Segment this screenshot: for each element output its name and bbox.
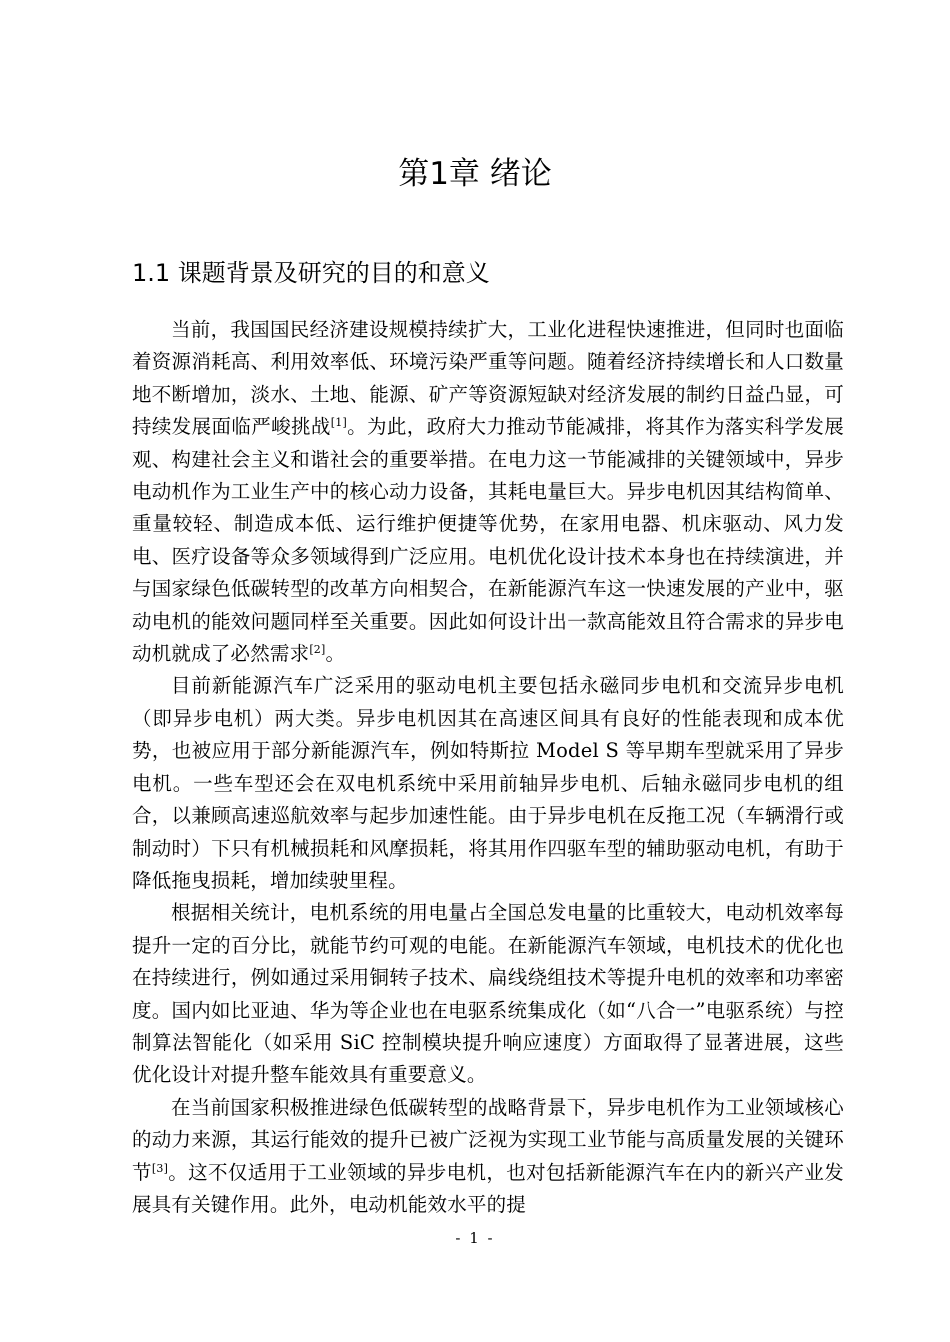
- paragraph: [132, 314, 844, 670]
- paragraph: [132, 1092, 844, 1222]
- paragraph-text: 在当前国家积极推进绿色低碳转型的战略背景下，异步电机作为工业领域核心的动力来源，其运行能效的提升已被广泛视为实现工业节能与高质量发展的关键环节: [132, 1095, 844, 1184]
- paragraph-text: 。这不仅适用于工业领域的异步电机，也对包括新能源汽车在内的新兴产业发展具有关键作用。此外，电动机能效水平的提: [132, 1160, 844, 1216]
- paragraph-text: 当前，我国国民经济建设规模持续扩大，工业化进程快速推进，但同时也面临着资源消耗高、利用效率低、环境污染严重等问题。随着经济持续增长和人口数量地不断增加，淡水、土地、能源、矿产等资源短缺对经济发展的制约日益凸显，可持续发展面临严峻挑战: [132, 318, 844, 439]
- page-number: - 1 -: [455, 1229, 495, 1247]
- citation: [2]: [309, 643, 326, 657]
- paragraph: [132, 897, 844, 1091]
- section-title: 1.1 课题背景及研究的目的和意义: [132, 259, 490, 287]
- citation: [3]: [151, 1161, 169, 1175]
- paragraph-text: 。为此，政府大力推动节能减排，将其作为落实科学发展观、构建社会主义和谐社会的重要举措。在电力这一节能减排的关键领域中，异步电动机作为工业生产中的核心动力设备，其耗电量巨大。异步电机因其结构简单、重量较轻、制造成本低、运行维护便捷等优势，在家用电器、机床驱动、风力发电、医疗设备等众多领域得到广泛应用。电机优化设计技术本身也在持续演进，并与国家绿色低碳转型的改革方向相契合，在新能源汽车这一快速发展的产业中，驱动电机的能效问题同样至关重要。因此如何设计出一款高能效且符合需求的异步电动机就成了必然需求: [132, 415, 844, 666]
- body-text: [132, 314, 844, 1221]
- paragraph-text: 目前新能源汽车广泛采用的驱动电机主要包括永磁同步电机和交流异步电机（即异步电机）两大类。异步电机因其在高速区间具有良好的性能表现和成本优势，也被应用于部分新能源汽车，例如特斯拉 Model S 等早期车型就采用了异步电机。一些车型还会在双电机系统中采用前轴异步电机、后轴永磁同步电机的组合，以兼顾高速巡航效率与起步加速性能。由于异步电机在反拖工况（车辆滑行或制动时）下只有机械损耗和风摩损耗，将其用作四驱车型的辅助驱动电机，有助于降低拖曳损耗，增加续驶里程。: [132, 674, 844, 892]
- chapter-title: 第1章 绪论: [398, 156, 552, 192]
- paragraph-text: 。: [325, 642, 346, 666]
- paragraph-text: 根据相关统计，电机系统的用电量占全国总发电量的比重较大，电动机效率每提升一定的百分比，就能节约可观的电能。在新能源汽车领域，电机技术的优化也在持续进行，例如通过采用铜转子技术、扁线绕组技术等提升电机的效率和功率密度。国内如比亚迪、华为等企业也在电驱系统集成化（如“八合一”电驱系统）与控制算法智能化（如采用 SiC 控制模块提升响应速度）方面取得了显著进展，这些优化设计对提升整车能效具有重要意义。: [132, 901, 844, 1087]
- citation: [1]: [330, 416, 347, 430]
- paragraph: [132, 670, 844, 897]
